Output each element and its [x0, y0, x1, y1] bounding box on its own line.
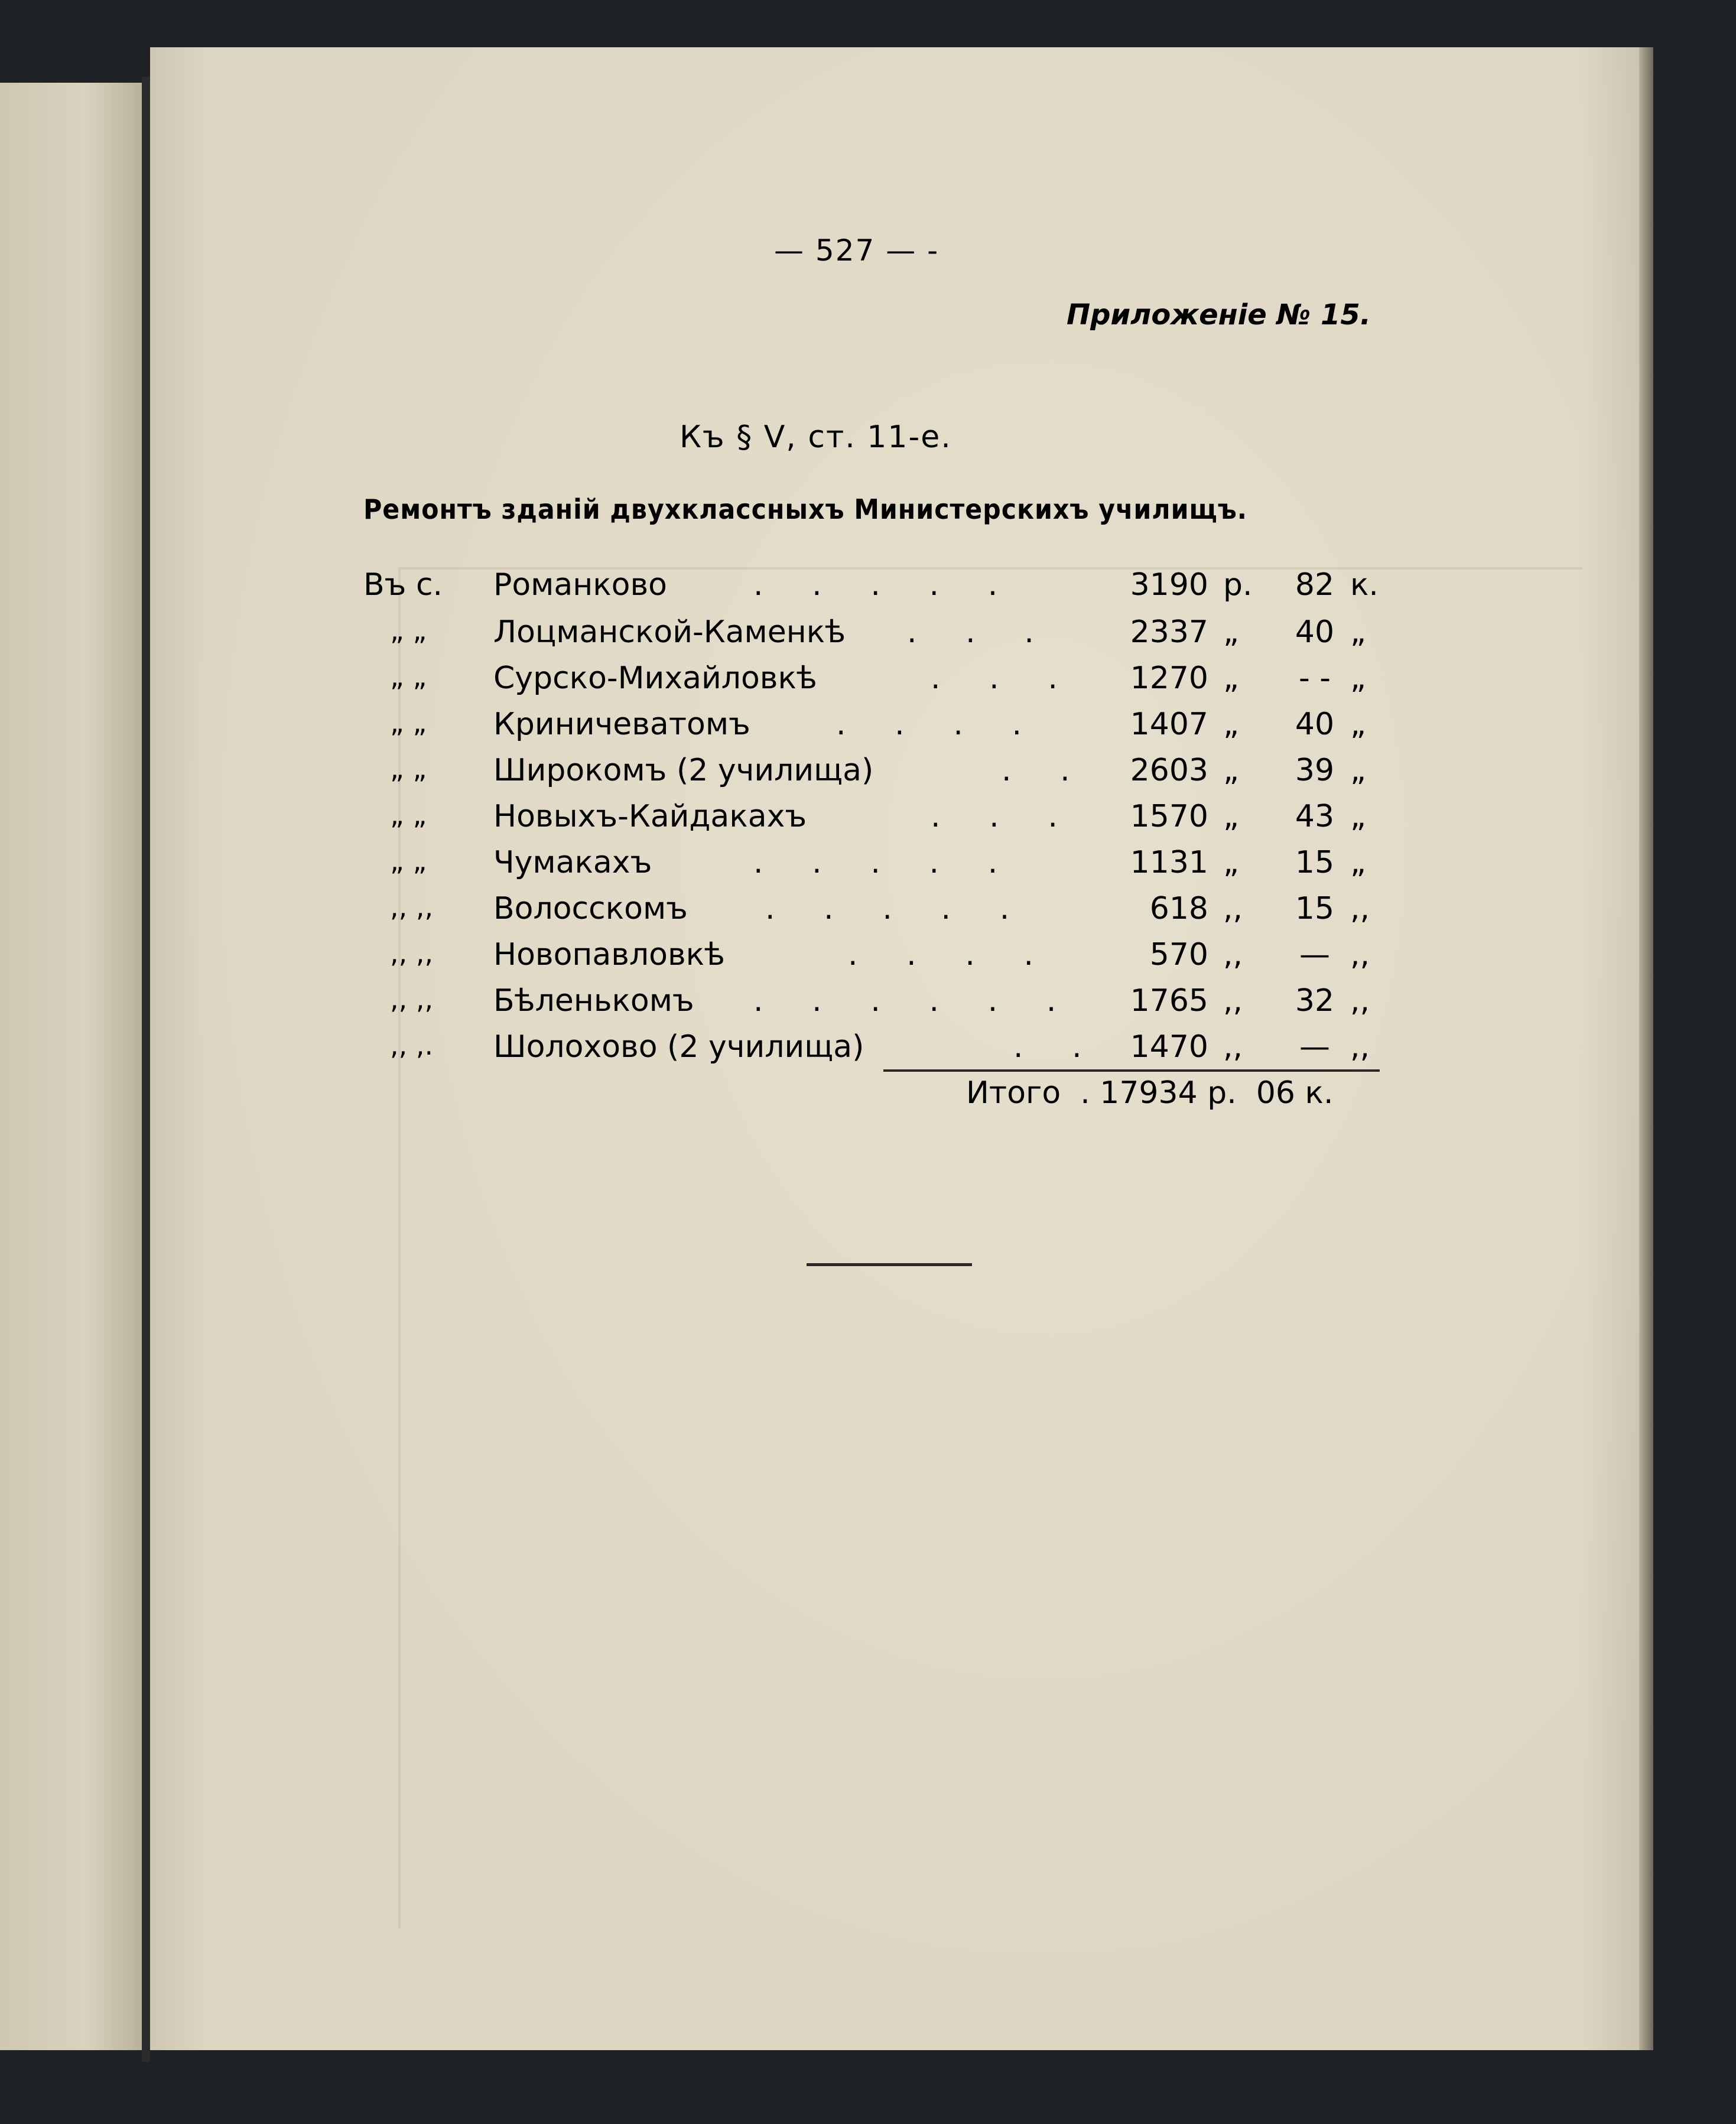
total-kopecks: 06: [1256, 1075, 1295, 1111]
row-kopeck-unit: „: [1350, 707, 1366, 742]
leader-dots: . . . . .: [765, 891, 1010, 926]
row-kopecks: 82: [1295, 567, 1335, 603]
table-row: [363, 799, 1380, 840]
row-unit: „: [1223, 707, 1239, 742]
row-prefix: „ „: [390, 707, 427, 739]
row-prefix: „ „: [390, 845, 427, 877]
row-kopeck-unit: ,,: [1350, 983, 1370, 1019]
row-amount: 1765: [1130, 983, 1208, 1019]
row-name: Сурско-Михайловкѣ: [493, 661, 817, 696]
table-row: [363, 1029, 1380, 1071]
row-amount: 1470: [1130, 1029, 1208, 1065]
leader-dots: . . . .: [836, 707, 1022, 742]
leader-dots: . . . . .: [753, 845, 998, 880]
row-amount: 1407: [1130, 707, 1208, 742]
leader-dots: . . .: [931, 799, 1058, 834]
row-name: Новыхъ-Кайдакахъ: [493, 799, 807, 834]
row-amount: 570: [1149, 937, 1208, 972]
row-prefix: „ „: [390, 661, 427, 692]
appendix-label: Приложенiе № 15.: [1067, 298, 1371, 331]
row-amount: 2603: [1130, 753, 1208, 788]
row-unit: „: [1223, 799, 1239, 834]
row-name: Шолохово (2 училища): [493, 1029, 864, 1065]
table-row: [363, 753, 1380, 794]
row-kopeck-unit: „: [1350, 753, 1366, 788]
leader-dots: . . .: [907, 614, 1034, 650]
total-unit: р.: [1207, 1075, 1237, 1111]
row-name: Романково: [493, 567, 667, 603]
total-label: Итого: [966, 1075, 1061, 1111]
row-name: Чумакахъ: [493, 845, 652, 880]
table-row: [363, 661, 1380, 702]
table-row: [363, 845, 1380, 886]
leader-dots: . .: [1002, 753, 1070, 788]
row-kopecks: 15: [1295, 845, 1335, 880]
row-amount: 1131: [1130, 845, 1208, 880]
leader-dots: . .: [1013, 1029, 1082, 1065]
row-unit: ,,: [1223, 1029, 1243, 1065]
page-number: — 527 — -: [774, 233, 939, 268]
row-name: Волосскомъ: [493, 891, 688, 926]
row-name: Новопавловкѣ: [493, 937, 725, 972]
row-kopecks: - -: [1298, 661, 1331, 696]
section-reference: Къ § V, ст. 11-е.: [680, 419, 952, 455]
row-prefix: ,, ,.: [390, 1029, 434, 1061]
row-kopecks: —: [1299, 1029, 1330, 1065]
table-title: Ремонтъ зданiй двухклассныхъ Министерскихъ училищъ.: [363, 493, 1247, 525]
row-name: Лоцманской-Каменкѣ: [493, 614, 846, 650]
row-kopeck-unit: „: [1350, 614, 1366, 650]
row-kopeck-unit: ,,: [1350, 891, 1370, 926]
leader-dots: . . . . .: [753, 567, 998, 603]
table-row: [363, 707, 1380, 748]
sum-rule: [883, 1069, 1380, 1072]
row-name: Криничеватомъ: [493, 707, 750, 742]
row-kopecks: 40: [1295, 614, 1335, 650]
row-amount: 3190: [1130, 567, 1208, 603]
table-row: [363, 983, 1380, 1024]
row-prefix: Въ с.: [363, 567, 443, 603]
row-amount: 618: [1149, 891, 1208, 926]
total-amount: 17934: [1100, 1075, 1198, 1111]
row-name: Бѣленькомъ: [493, 983, 694, 1019]
row-amount: 1570: [1130, 799, 1208, 834]
table-row: [363, 614, 1380, 656]
row-kopecks: 40: [1295, 707, 1335, 742]
table-row: [363, 567, 1380, 609]
table-row: [363, 937, 1380, 978]
leader-dots: . . . .: [848, 937, 1034, 972]
table-row: [363, 891, 1380, 932]
row-kopecks: 15: [1295, 891, 1335, 926]
row-prefix: ,, ,,: [390, 983, 434, 1015]
row-kopecks: 43: [1295, 799, 1335, 834]
total-row: Итого . 17934 р. 06 к.: [966, 1075, 1334, 1111]
leader-dots: . . .: [931, 661, 1058, 696]
page-right-edge: [1639, 47, 1653, 2050]
row-prefix: ,, ,,: [390, 937, 434, 969]
row-kopecks: 39: [1295, 753, 1335, 788]
row-unit: ,,: [1223, 891, 1243, 926]
row-kopeck-unit: „: [1350, 799, 1366, 834]
row-amount: 2337: [1130, 614, 1208, 650]
row-kopeck-unit: ,,: [1350, 1029, 1370, 1065]
left-page-edge: [0, 83, 142, 2050]
row-kopecks: —: [1299, 937, 1330, 972]
total-kopeck-unit: к.: [1305, 1075, 1334, 1111]
row-unit: ,,: [1223, 983, 1243, 1019]
row-unit: „: [1223, 753, 1239, 788]
row-amount: 1270: [1130, 661, 1208, 696]
row-prefix: „ „: [390, 799, 427, 831]
row-unit: „: [1223, 661, 1239, 696]
row-kopeck-unit: к.: [1350, 567, 1379, 603]
row-kopeck-unit: „: [1350, 661, 1366, 696]
row-prefix: ,, ,,: [390, 891, 434, 923]
row-unit: ,,: [1223, 937, 1243, 972]
row-kopeck-unit: „: [1350, 845, 1366, 880]
row-kopeck-unit: ,,: [1350, 937, 1370, 972]
row-unit: р.: [1223, 567, 1253, 603]
row-prefix: „ „: [390, 614, 427, 646]
leader-dots: . . . . . .: [753, 983, 1056, 1019]
row-prefix: „ „: [390, 753, 427, 785]
row-unit: „: [1223, 845, 1239, 880]
end-rule: [807, 1263, 972, 1266]
row-kopecks: 32: [1295, 983, 1335, 1019]
row-name: Широкомъ (2 училища): [493, 753, 874, 788]
binding-gutter: [142, 77, 150, 2062]
row-unit: „: [1223, 614, 1239, 650]
